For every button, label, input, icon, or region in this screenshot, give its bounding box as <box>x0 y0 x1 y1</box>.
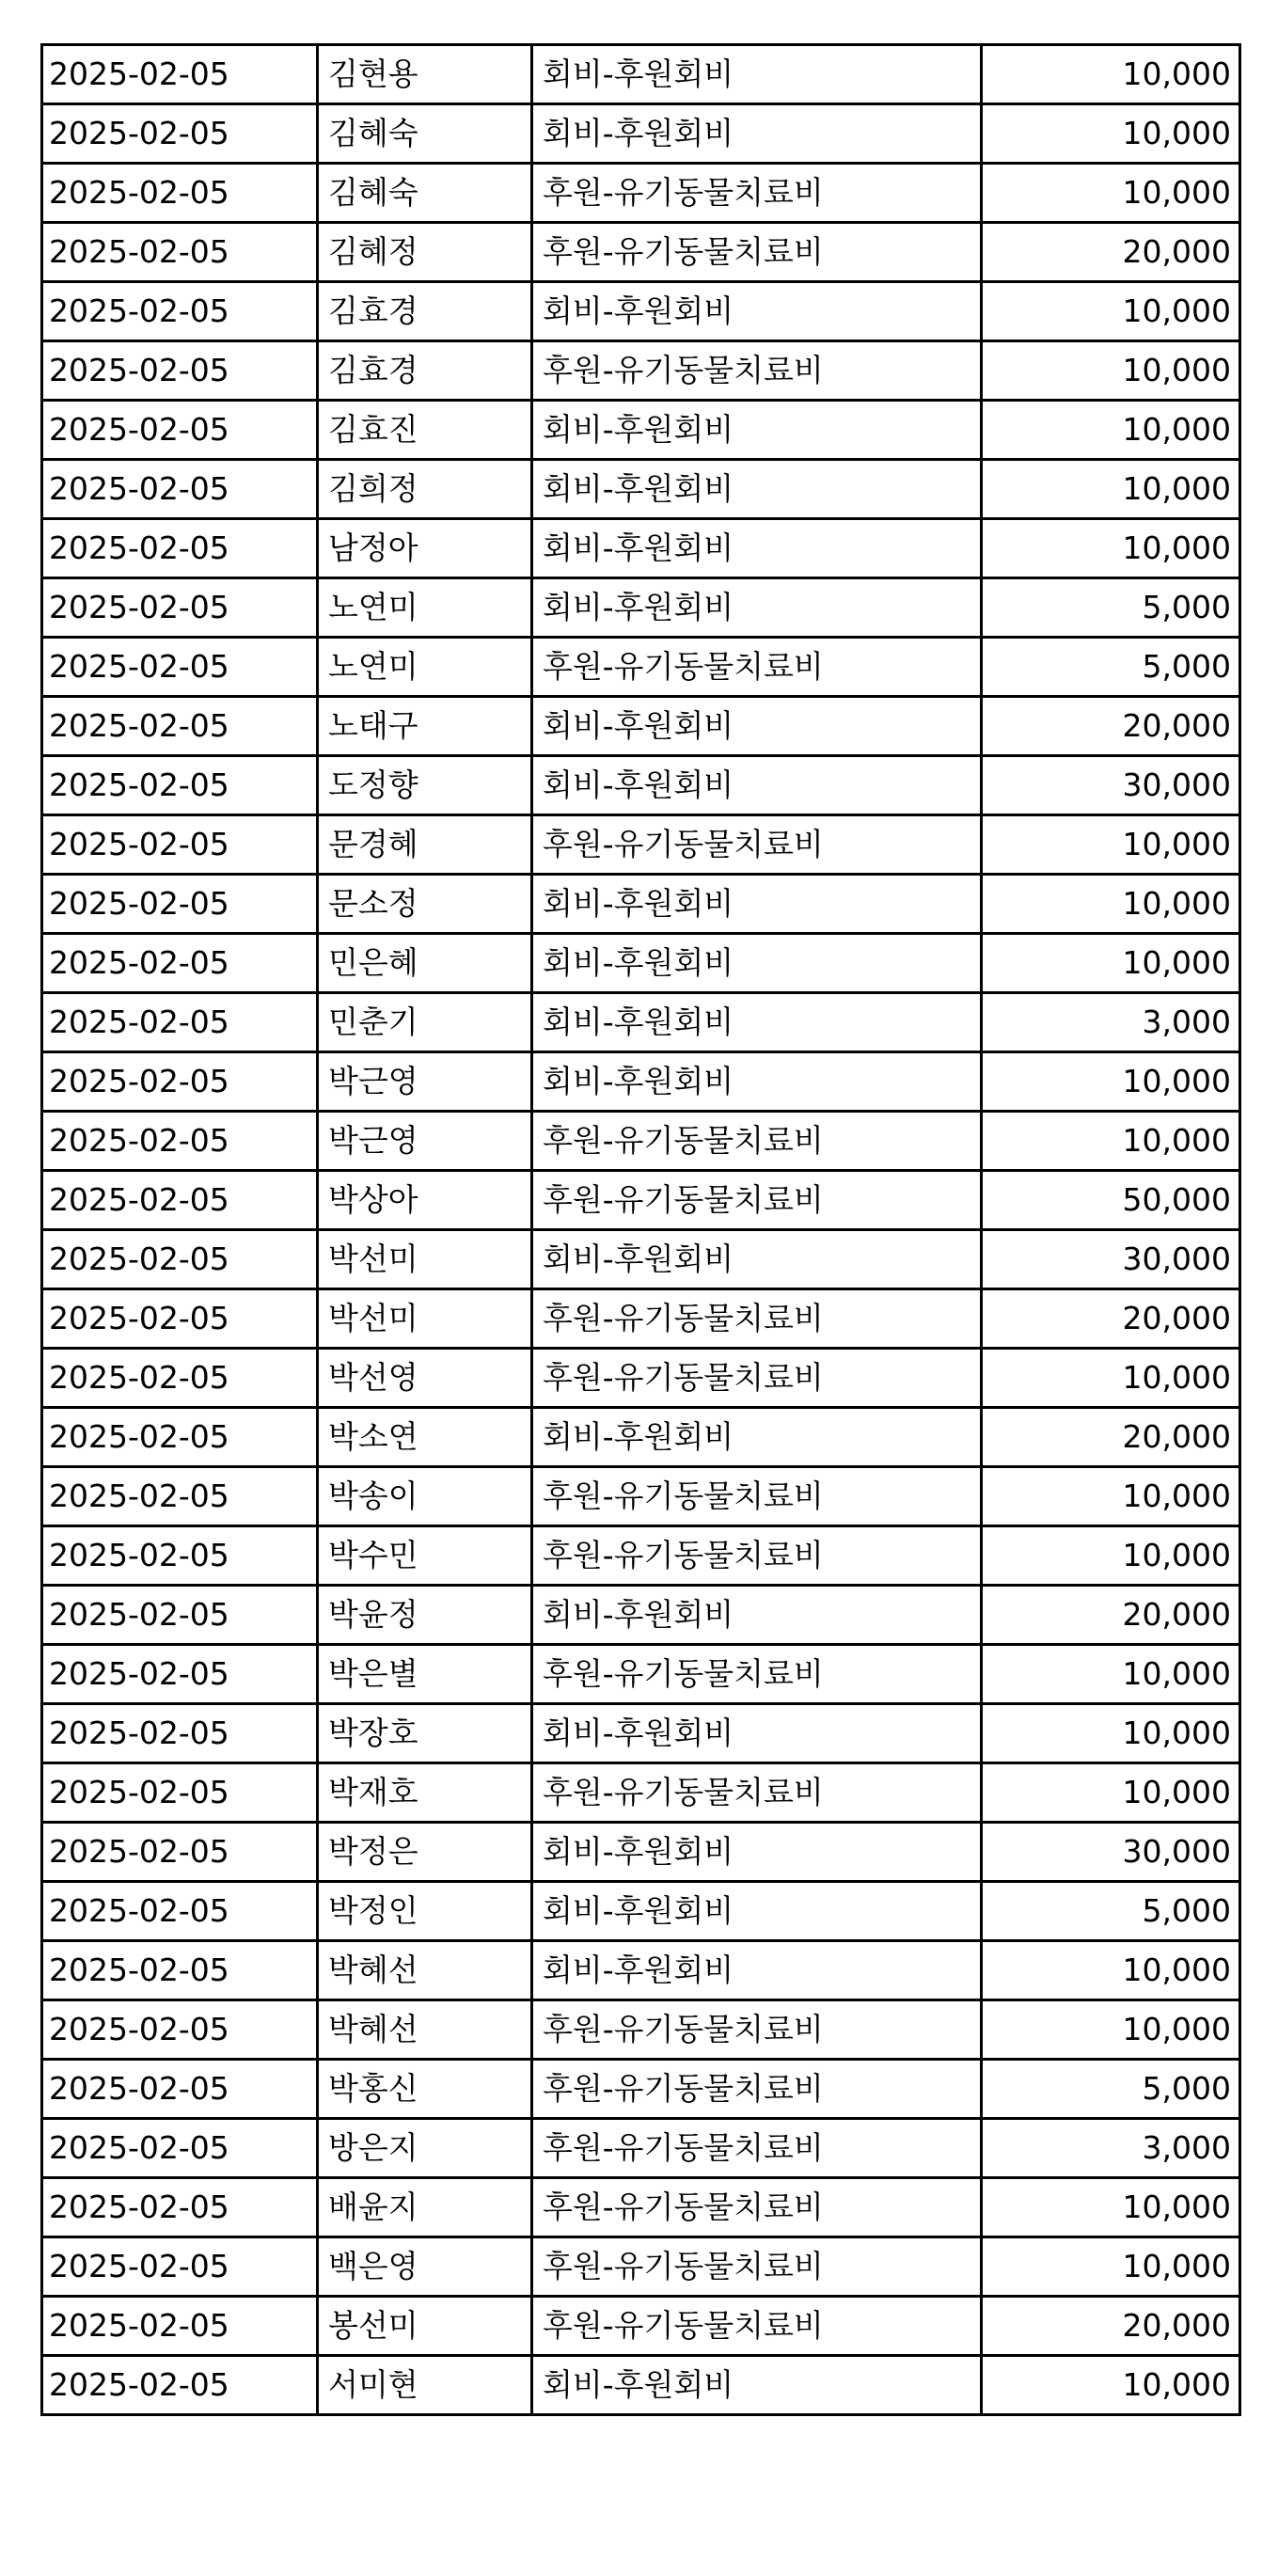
donor-name-cell: 배윤지 <box>318 2178 532 2237</box>
date-cell: 2025-02-05 <box>42 519 318 578</box>
table-row <box>42 2119 1240 2178</box>
category-cell: 후원-유기동물치료비 <box>532 2178 982 2237</box>
table-row <box>42 2356 1240 2415</box>
amount-cell: 5,000 <box>982 638 1240 697</box>
table-row <box>42 460 1240 519</box>
amount-cell: 10,000 <box>982 1645 1240 1704</box>
category-cell: 회비-후원회비 <box>532 934 982 993</box>
table-row <box>42 756 1240 815</box>
amount-cell: 30,000 <box>982 1823 1240 1882</box>
date-cell: 2025-02-05 <box>42 2356 318 2415</box>
table-row <box>42 1171 1240 1230</box>
donor-name-cell: 김효진 <box>318 401 532 460</box>
donor-name-cell: 백은영 <box>318 2237 532 2297</box>
donor-name-cell: 박홍신 <box>318 2060 532 2119</box>
donor-name-cell: 박정은 <box>318 1823 532 1882</box>
category-cell: 회비-후원회비 <box>532 1586 982 1645</box>
table-row <box>42 875 1240 934</box>
amount-cell: 10,000 <box>982 2178 1240 2237</box>
category-cell: 후원-유기동물치료비 <box>532 815 982 875</box>
amount-cell: 20,000 <box>982 1586 1240 1645</box>
table-row <box>42 1704 1240 1763</box>
date-cell: 2025-02-05 <box>42 815 318 875</box>
donor-name-cell: 박근영 <box>318 1112 532 1171</box>
donor-name-cell: 노연미 <box>318 578 532 638</box>
amount-cell: 10,000 <box>982 1526 1240 1586</box>
date-cell: 2025-02-05 <box>42 2060 318 2119</box>
amount-cell: 10,000 <box>982 1467 1240 1526</box>
amount-cell: 3,000 <box>982 993 1240 1052</box>
amount-cell: 10,000 <box>982 401 1240 460</box>
category-cell: 회비-후원회비 <box>532 2356 982 2415</box>
date-cell: 2025-02-05 <box>42 1289 318 1349</box>
donor-name-cell: 박선미 <box>318 1230 532 1289</box>
donor-name-cell: 김현용 <box>318 45 532 104</box>
amount-cell: 20,000 <box>982 697 1240 756</box>
table-row <box>42 815 1240 875</box>
donor-name-cell: 박근영 <box>318 1052 532 1112</box>
date-cell: 2025-02-05 <box>42 1171 318 1230</box>
date-cell: 2025-02-05 <box>42 697 318 756</box>
table-row <box>42 993 1240 1052</box>
category-cell: 회비-후원회비 <box>532 1823 982 1882</box>
date-cell: 2025-02-05 <box>42 756 318 815</box>
amount-cell: 10,000 <box>982 1941 1240 2000</box>
category-cell: 후원-유기동물치료비 <box>532 638 982 697</box>
amount-cell: 10,000 <box>982 2237 1240 2297</box>
date-cell: 2025-02-05 <box>42 282 318 341</box>
category-cell: 회비-후원회비 <box>532 875 982 934</box>
amount-cell: 10,000 <box>982 45 1240 104</box>
date-cell: 2025-02-05 <box>42 1941 318 2000</box>
table-row <box>42 164 1240 223</box>
donor-name-cell: 박재호 <box>318 1763 532 1823</box>
donor-name-cell: 박수민 <box>318 1526 532 1586</box>
date-cell: 2025-02-05 <box>42 2178 318 2237</box>
table-row <box>42 341 1240 401</box>
table-row <box>42 1763 1240 1823</box>
donor-name-cell: 박송이 <box>318 1467 532 1526</box>
date-cell: 2025-02-05 <box>42 638 318 697</box>
category-cell: 회비-후원회비 <box>532 1704 982 1763</box>
category-cell: 후원-유기동물치료비 <box>532 2000 982 2060</box>
date-cell: 2025-02-05 <box>42 993 318 1052</box>
table-row <box>42 1645 1240 1704</box>
amount-cell: 10,000 <box>982 460 1240 519</box>
donation-ledger-table <box>40 43 1241 2416</box>
amount-cell: 3,000 <box>982 2119 1240 2178</box>
donor-name-cell: 박장호 <box>318 1704 532 1763</box>
donor-name-cell: 박혜선 <box>318 2000 532 2060</box>
donor-name-cell: 서미현 <box>318 2356 532 2415</box>
date-cell: 2025-02-05 <box>42 2297 318 2356</box>
amount-cell: 10,000 <box>982 341 1240 401</box>
donor-name-cell: 민은혜 <box>318 934 532 993</box>
category-cell: 회비-후원회비 <box>532 401 982 460</box>
date-cell: 2025-02-05 <box>42 1408 318 1467</box>
donor-name-cell: 김효경 <box>318 341 532 401</box>
amount-cell: 30,000 <box>982 1230 1240 1289</box>
date-cell: 2025-02-05 <box>42 1645 318 1704</box>
amount-cell: 20,000 <box>982 1408 1240 1467</box>
date-cell: 2025-02-05 <box>42 223 318 282</box>
donor-name-cell: 방은지 <box>318 2119 532 2178</box>
donor-name-cell: 김효경 <box>318 282 532 341</box>
donor-name-cell: 김혜정 <box>318 223 532 282</box>
table-row <box>42 934 1240 993</box>
amount-cell: 10,000 <box>982 1052 1240 1112</box>
category-cell: 후원-유기동물치료비 <box>532 1289 982 1349</box>
donor-name-cell: 박정인 <box>318 1882 532 1941</box>
category-cell: 후원-유기동물치료비 <box>532 2060 982 2119</box>
category-cell: 회비-후원회비 <box>532 1941 982 2000</box>
donor-name-cell: 문소정 <box>318 875 532 934</box>
donor-name-cell: 박소연 <box>318 1408 532 1467</box>
amount-cell: 10,000 <box>982 2000 1240 2060</box>
category-cell: 회비-후원회비 <box>532 1882 982 1941</box>
date-cell: 2025-02-05 <box>42 1467 318 1526</box>
amount-cell: 10,000 <box>982 104 1240 164</box>
date-cell: 2025-02-05 <box>42 578 318 638</box>
table-row <box>42 2000 1240 2060</box>
donor-name-cell: 노연미 <box>318 638 532 697</box>
category-cell: 회비-후원회비 <box>532 1230 982 1289</box>
category-cell: 후원-유기동물치료비 <box>532 1526 982 1586</box>
category-cell: 회비-후원회비 <box>532 578 982 638</box>
table-row <box>42 519 1240 578</box>
date-cell: 2025-02-05 <box>42 1763 318 1823</box>
category-cell: 후원-유기동물치료비 <box>532 2237 982 2297</box>
date-cell: 2025-02-05 <box>42 934 318 993</box>
donor-name-cell: 도정향 <box>318 756 532 815</box>
donor-name-cell: 김혜숙 <box>318 104 532 164</box>
amount-cell: 10,000 <box>982 2356 1240 2415</box>
category-cell: 후원-유기동물치료비 <box>532 2119 982 2178</box>
category-cell: 회비-후원회비 <box>532 519 982 578</box>
table-row <box>42 401 1240 460</box>
donor-name-cell: 봉선미 <box>318 2297 532 2356</box>
donor-name-cell: 박윤정 <box>318 1586 532 1645</box>
date-cell: 2025-02-05 <box>42 2119 318 2178</box>
category-cell: 회비-후원회비 <box>532 756 982 815</box>
date-cell: 2025-02-05 <box>42 1526 318 1586</box>
table-row <box>42 2178 1240 2237</box>
category-cell: 후원-유기동물치료비 <box>532 1112 982 1171</box>
table-row <box>42 45 1240 104</box>
category-cell: 후원-유기동물치료비 <box>532 341 982 401</box>
amount-cell: 30,000 <box>982 756 1240 815</box>
table-row <box>42 2060 1240 2119</box>
table-row <box>42 1823 1240 1882</box>
amount-cell: 50,000 <box>982 1171 1240 1230</box>
table-row <box>42 1052 1240 1112</box>
ledger-body <box>42 45 1240 2415</box>
table-row <box>42 1882 1240 1941</box>
category-cell: 회비-후원회비 <box>532 1408 982 1467</box>
date-cell: 2025-02-05 <box>42 1112 318 1171</box>
date-cell: 2025-02-05 <box>42 104 318 164</box>
donor-name-cell: 박상아 <box>318 1171 532 1230</box>
amount-cell: 20,000 <box>982 1289 1240 1349</box>
date-cell: 2025-02-05 <box>42 45 318 104</box>
table-row <box>42 1349 1240 1408</box>
table-row <box>42 1289 1240 1349</box>
donor-name-cell: 박혜선 <box>318 1941 532 2000</box>
date-cell: 2025-02-05 <box>42 1230 318 1289</box>
donor-name-cell: 민춘기 <box>318 993 532 1052</box>
date-cell: 2025-02-05 <box>42 2000 318 2060</box>
table-row <box>42 1586 1240 1645</box>
amount-cell: 10,000 <box>982 1349 1240 1408</box>
category-cell: 후원-유기동물치료비 <box>532 2297 982 2356</box>
table-row <box>42 282 1240 341</box>
table-row <box>42 697 1240 756</box>
amount-cell: 10,000 <box>982 282 1240 341</box>
amount-cell: 10,000 <box>982 519 1240 578</box>
table-row <box>42 2297 1240 2356</box>
amount-cell: 10,000 <box>982 815 1240 875</box>
category-cell: 회비-후원회비 <box>532 282 982 341</box>
date-cell: 2025-02-05 <box>42 1586 318 1645</box>
category-cell: 회비-후원회비 <box>532 460 982 519</box>
date-cell: 2025-02-05 <box>42 1823 318 1882</box>
category-cell: 후원-유기동물치료비 <box>532 1171 982 1230</box>
date-cell: 2025-02-05 <box>42 460 318 519</box>
table-row <box>42 1408 1240 1467</box>
date-cell: 2025-02-05 <box>42 875 318 934</box>
amount-cell: 10,000 <box>982 1704 1240 1763</box>
amount-cell: 5,000 <box>982 578 1240 638</box>
date-cell: 2025-02-05 <box>42 1704 318 1763</box>
category-cell: 회비-후원회비 <box>532 45 982 104</box>
table-row <box>42 1526 1240 1586</box>
table-row <box>42 1112 1240 1171</box>
category-cell: 후원-유기동물치료비 <box>532 164 982 223</box>
amount-cell: 10,000 <box>982 934 1240 993</box>
amount-cell: 5,000 <box>982 2060 1240 2119</box>
category-cell: 후원-유기동물치료비 <box>532 1349 982 1408</box>
donor-name-cell: 남정아 <box>318 519 532 578</box>
category-cell: 회비-후원회비 <box>532 104 982 164</box>
donor-name-cell: 노태구 <box>318 697 532 756</box>
category-cell: 후원-유기동물치료비 <box>532 223 982 282</box>
table-row <box>42 578 1240 638</box>
table-row <box>42 1941 1240 2000</box>
table-row <box>42 104 1240 164</box>
donor-name-cell: 문경혜 <box>318 815 532 875</box>
category-cell: 회비-후원회비 <box>532 697 982 756</box>
table-row <box>42 1230 1240 1289</box>
donor-name-cell: 박선미 <box>318 1289 532 1349</box>
amount-cell: 10,000 <box>982 1112 1240 1171</box>
table-row <box>42 223 1240 282</box>
category-cell: 후원-유기동물치료비 <box>532 1763 982 1823</box>
amount-cell: 20,000 <box>982 223 1240 282</box>
amount-cell: 5,000 <box>982 1882 1240 1941</box>
amount-cell: 10,000 <box>982 1763 1240 1823</box>
date-cell: 2025-02-05 <box>42 341 318 401</box>
category-cell: 후원-유기동물치료비 <box>532 1467 982 1526</box>
table-row <box>42 1467 1240 1526</box>
donor-name-cell: 김혜숙 <box>318 164 532 223</box>
table-row <box>42 2237 1240 2297</box>
date-cell: 2025-02-05 <box>42 164 318 223</box>
table-row <box>42 638 1240 697</box>
donor-name-cell: 김희정 <box>318 460 532 519</box>
amount-cell: 10,000 <box>982 875 1240 934</box>
date-cell: 2025-02-05 <box>42 1882 318 1941</box>
amount-cell: 10,000 <box>982 164 1240 223</box>
category-cell: 후원-유기동물치료비 <box>532 1645 982 1704</box>
amount-cell: 20,000 <box>982 2297 1240 2356</box>
date-cell: 2025-02-05 <box>42 1349 318 1408</box>
category-cell: 회비-후원회비 <box>532 993 982 1052</box>
date-cell: 2025-02-05 <box>42 2237 318 2297</box>
date-cell: 2025-02-05 <box>42 1052 318 1112</box>
date-cell: 2025-02-05 <box>42 401 318 460</box>
category-cell: 회비-후원회비 <box>532 1052 982 1112</box>
donor-name-cell: 박선영 <box>318 1349 532 1408</box>
donor-name-cell: 박은별 <box>318 1645 532 1704</box>
